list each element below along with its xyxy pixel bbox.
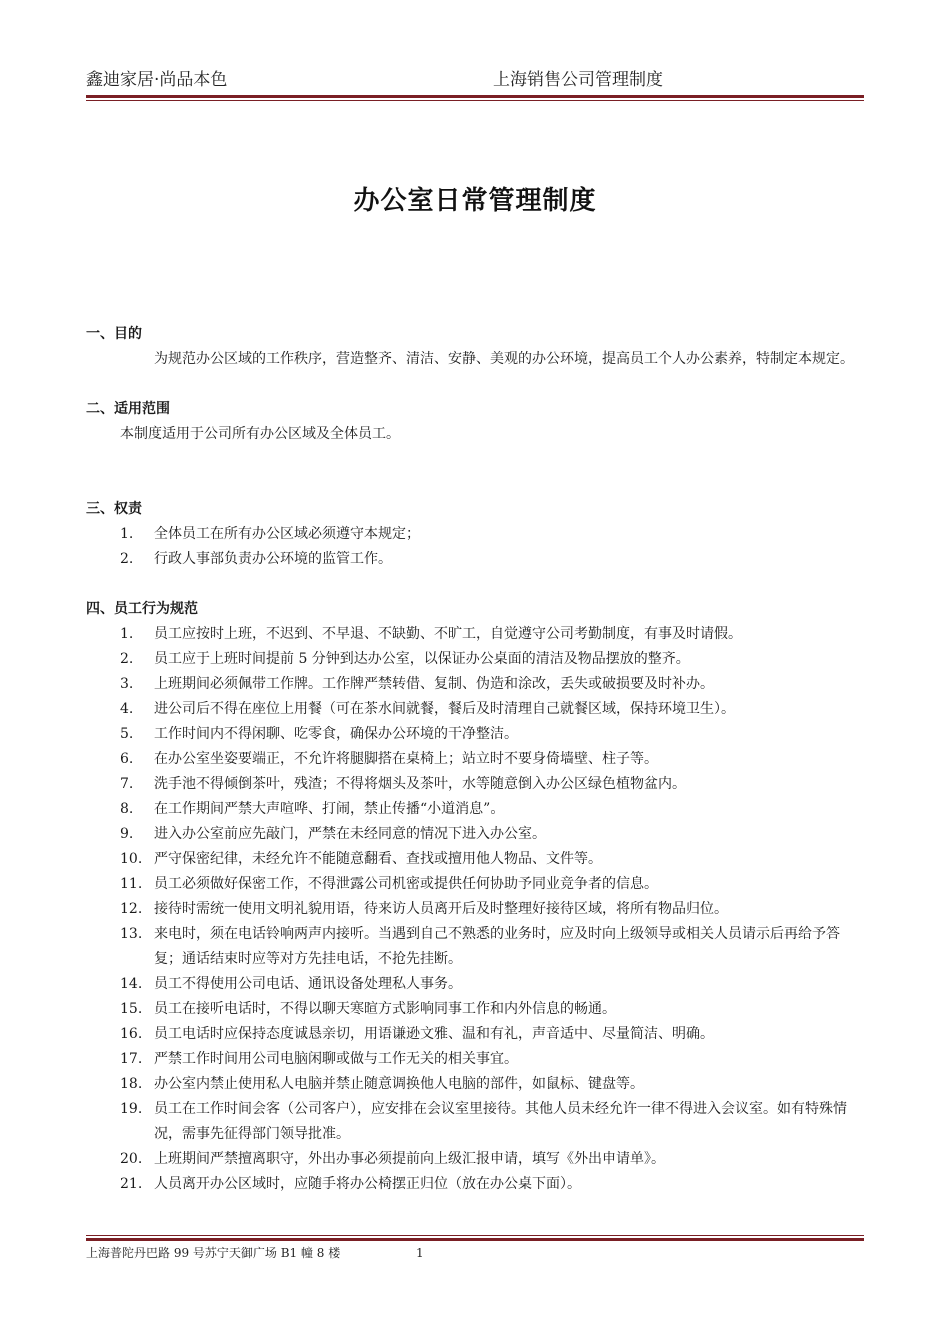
section-paragraph: 本制度适用于公司所有办公区域及全体员工。 (120, 426, 400, 442)
item-number: 15. (120, 1001, 143, 1017)
item-text: 进入办公室前应先敲门，严禁在未经同意的情况下进入办公室。 (154, 826, 546, 842)
item-number: 1. (120, 526, 134, 542)
item-text: 员工必须做好保密工作，不得泄露公司机密或提供任何协助予同业竞争者的信息。 (154, 876, 658, 892)
section-heading: 一、目的 (86, 326, 142, 342)
item-number: 21. (120, 1176, 143, 1192)
section-heading: 四、员工行为规范 (86, 601, 198, 617)
item-text: 员工在工作时间会客（公司客户），应安排在会议室里接待。其他人员未经允许一律不得进入会议室。如有特殊情况，需事先征得部门领导批准。 (154, 1101, 847, 1142)
item-number: 12. (120, 901, 143, 917)
list-item (86, 822, 866, 847)
item-number: 9. (120, 826, 134, 842)
page-number: 1 (416, 1246, 424, 1260)
item-text: 员工应按时上班，不迟到、不早退、不缺勤、不旷工，自觉遵守公司考勤制度，有事及时请假。 (154, 626, 742, 642)
item-text: 上班期间必须佩带工作牌。工作牌严禁转借、复制、伪造和涂改，丢失或破损要及时补办。 (154, 676, 714, 692)
item-text: 行政人事部负责办公环境的监管工作。 (154, 551, 392, 567)
list-item (86, 1097, 866, 1147)
item-number: 10. (120, 851, 143, 867)
list-item (86, 922, 866, 972)
list-item (86, 1047, 866, 1072)
item-text: 严守保密纪律，未经允许不能随意翻看、查找或擅用他人物品、文件等。 (154, 851, 602, 867)
list-item (86, 897, 866, 922)
item-number: 20. (120, 1151, 143, 1167)
item-number: 1. (120, 626, 134, 642)
header-document-series: 上海销售公司管理制度 (493, 70, 663, 90)
list-item (86, 647, 866, 672)
section-paragraph: 为规范办公区域的工作秩序，营造整齐、清洁、安静、美观的办公环境，提高员工个人办公素养，特制定本规定。 (154, 351, 854, 367)
list-item (86, 672, 866, 697)
list-item (86, 972, 866, 997)
item-number: 16. (120, 1026, 143, 1042)
section-conduct (86, 597, 866, 1197)
list-item (86, 872, 866, 897)
list-item (86, 1147, 866, 1172)
section-responsibilities (86, 497, 866, 572)
header-rule-thin (86, 100, 864, 101)
item-text: 人员离开办公区域时，应随手将办公椅摆正归位（放在办公桌下面）。 (154, 1176, 581, 1192)
item-number: 13. (120, 926, 143, 942)
list-item (86, 522, 866, 547)
item-text: 工作时间内不得闲聊、吃零食，确保办公环境的干净整洁。 (154, 726, 518, 742)
conduct-rule-list (86, 622, 866, 1197)
item-text: 在办公室坐姿要端正，不允许将腿脚搭在桌椅上；站立时不要身倚墙壁、柱子等。 (154, 751, 658, 767)
item-number: 17. (120, 1051, 143, 1067)
section-heading: 二、适用范围 (86, 401, 170, 417)
footer (86, 1244, 424, 1262)
item-text: 进公司后不得在座位上用餐（可在茶水间就餐，餐后及时清理自己就餐区域，保持环境卫生）。 (154, 701, 735, 717)
section-purpose (86, 322, 866, 372)
list-item (86, 1072, 866, 1097)
item-number: 2. (120, 651, 134, 667)
section-scope (86, 397, 866, 447)
item-number: 8. (120, 801, 134, 817)
list-item (86, 547, 866, 572)
list-item (86, 747, 866, 772)
list-item (86, 697, 866, 722)
list-item (86, 772, 866, 797)
header-rule-thick (86, 95, 864, 98)
list-item (86, 997, 866, 1022)
item-number: 11. (120, 876, 143, 892)
item-number: 4. (120, 701, 134, 717)
item-number: 19. (120, 1101, 143, 1117)
item-text: 在工作期间严禁大声喧哗、打闹，禁止传播“小道消息”。 (154, 801, 505, 817)
item-number: 7. (120, 776, 134, 792)
list-item (86, 722, 866, 747)
item-text: 严禁工作时间用公司电脑闲聊或做与工作无关的相关事宜。 (154, 1051, 518, 1067)
item-text: 全体员工在所有办公区域必须遵守本规定； (154, 526, 420, 542)
document-body (86, 322, 866, 1197)
item-text: 洗手池不得倾倒茶叶，残渣；不得将烟头及茶叶，水等随意倒入办公区绿色植物盆内。 (154, 776, 686, 792)
list-item (86, 847, 866, 872)
item-number: 3. (120, 676, 134, 692)
item-text: 上班期间严禁擅离职守，外出办事必须提前向上级汇报申请，填写《外出申请单》。 (154, 1151, 665, 1167)
document-title: 办公室日常管理制度 (353, 186, 597, 216)
item-number: 18. (120, 1076, 143, 1092)
item-text: 员工不得使用公司电话、通讯设备处理私人事务。 (154, 976, 462, 992)
footer-rule-thin (86, 1235, 864, 1236)
header-company-name: 鑫迪家居·尚品本色 (86, 70, 228, 90)
item-text: 来电时，须在电话铃响两声内接听。当遇到自己不熟悉的业务时，应及时向上级领导或相关人员请示后再给予答复；通话结束时应等对方先挂电话，不抢先挂断。 (154, 926, 840, 967)
section-heading: 三、权责 (86, 501, 142, 517)
footer-rule-thick (86, 1238, 864, 1241)
list-item (86, 1022, 866, 1047)
item-text: 接待时需统一使用文明礼貌用语，待来访人员离开后及时整理好接待区域，将所有物品归位。 (154, 901, 728, 917)
list-item (86, 1172, 866, 1197)
footer-address: 上海普陀丹巴路 99 号苏宁天御广场 B1 幢 8 楼 (86, 1246, 341, 1260)
list-item (86, 622, 866, 647)
item-text: 员工电话时应保持态度诚恳亲切，用语谦逊文雅、温和有礼，声音适中、尽量简洁、明确。 (154, 1026, 714, 1042)
item-number: 5. (120, 726, 134, 742)
item-number: 14. (120, 976, 143, 992)
item-text: 员工在接听电话时，不得以聊天寒暄方式影响同事工作和内外信息的畅通。 (154, 1001, 616, 1017)
list-item (86, 797, 866, 822)
item-text: 员工应于上班时间提前 5 分钟到达办公室，以保证办公桌面的清洁及物品摆放的整齐。 (154, 651, 690, 667)
item-text: 办公室内禁止使用私人电脑并禁止随意调换他人电脑的部件，如鼠标、键盘等。 (154, 1076, 644, 1092)
item-number: 6. (120, 751, 134, 767)
responsibility-list (86, 522, 866, 572)
item-number: 2. (120, 551, 134, 567)
